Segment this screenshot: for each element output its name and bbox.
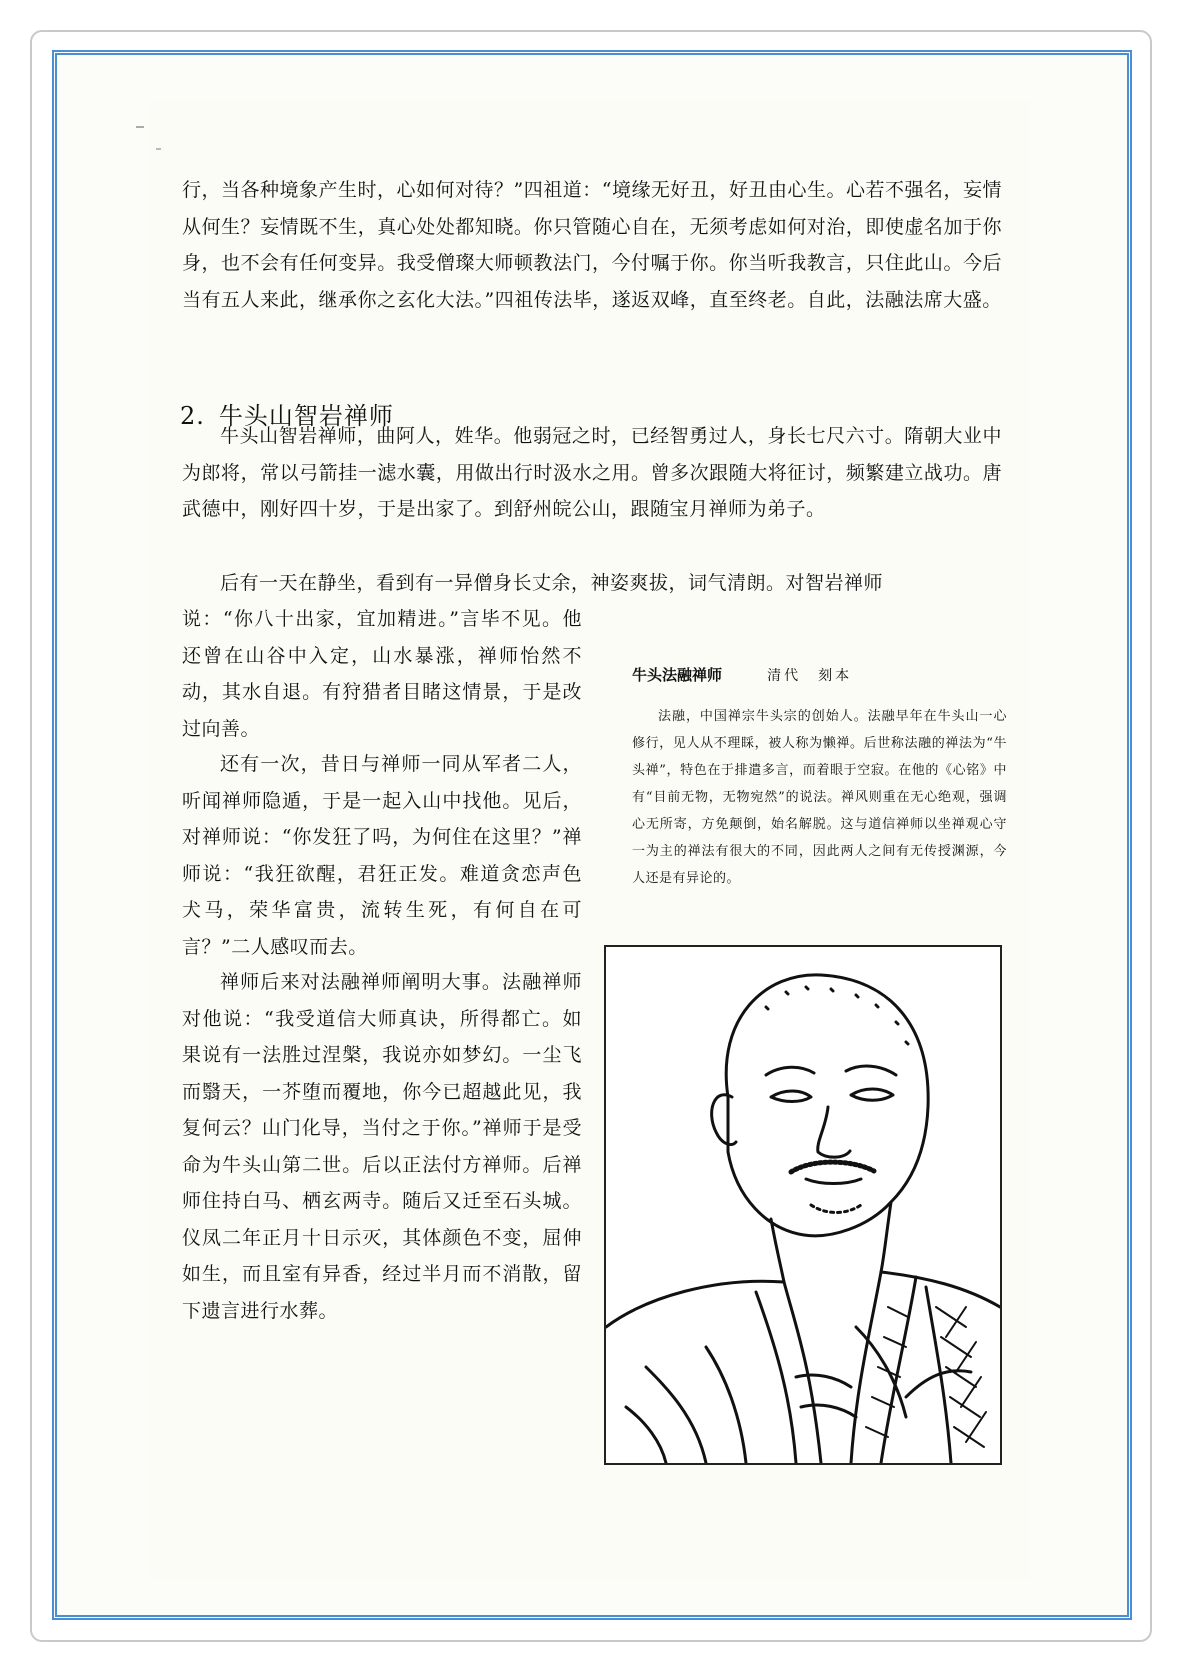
figure-caption xyxy=(632,664,1007,892)
caption-title: 牛头法融禅师 xyxy=(632,666,723,684)
column-paragraph-block xyxy=(182,601,582,747)
column-paragraph-block xyxy=(182,964,582,1329)
scan-speck xyxy=(136,126,144,128)
section-number: 2. xyxy=(180,402,205,430)
caption-body: 法融，中国禅宗牛头宗的创始人。法融早年在牛头山一心修行，见人从不理睬，被人称为懒禅。后世称法融的禅法为“牛头禅”，特色在于排遣多言，而着眼于空寂。在他的《心铭》中有“目前无物，无物宛然”的说法。禅风则重在无心绝观，强调心无所寄，方免颠倒，始名解脱。这与道信禅师以坐禅观心守一为主的禅法有很大的不同，因此两人之间有无传授渊源，今人还是有异论的。 xyxy=(632,709,1007,886)
section-title: 牛头山智岩禅师 xyxy=(218,402,394,430)
paragraph: 后有一天在静坐，看到有一异僧身长丈余，神姿爽拔，词气清朗。对智岩禅师 xyxy=(220,572,884,594)
intro-paragraph xyxy=(182,172,1002,318)
paragraph: 禅师后来对法融禅师阐明大事。法融禅师对他说：“我受道信大师真诀，所得都亡。如果说有一法胜过涅槃，我说亦如梦幻。一尘飞而翳天，一芥堕而覆地，你今已超越此见，我复何云？山门化导，当付之于你。”禅师于是受命为牛头山第二世。后以正法付方禅师。后禅师住持白马、栖玄两寺。随后又迁至石头城。仪凤二年正月十日示灭，其体颜色不变，屈伸如生，而且室有异香，经过半月而不消散，留下遗言进行水葬。 xyxy=(182,971,582,1322)
paragraph: 还有一次，昔日与禅师一同从军者二人，听闻禅师隐遁，于是一起入山中找他。见后，对禅师说：“你发狂了吗，为何住在这里？”禅师说：“我狂欲醒，君狂正发。难道贪恋声色犬马，荣华富贵，流转生死，有何自在可言？”二人感叹而去。 xyxy=(182,753,582,958)
column-paragraph-block xyxy=(182,746,582,965)
paragraph: 说：“你八十出家，宜加精进。”言毕不见。他还曾在山谷中入定，山水暴涨，禅师怡然不动，其水自退。有狩猎者目睹这情景，于是改过向善。 xyxy=(182,608,582,740)
paragraph: 行，当各种境象产生时，心如何对待？”四祖道：“境缘无好丑，好丑由心生。心若不强名，妄情从何生？妄情既不生，真心处处都知晓。你只管随心自在，无须考虑如何对治，即使虚名加于你身，也不会有任何变异。我受僧璨大师顿教法门，今付嘱于你。你当听我教言，只住此山。今后当有五人来此，继承你之玄化大法。”四祖传法毕，遂返双峰，直至终老。自此，法融法席大盛。 xyxy=(182,179,1002,311)
paragraph-block xyxy=(182,418,1002,528)
paragraph: 牛头山智岩禅师，曲阿人，姓华。他弱冠之时，已经智勇过人，身长七尺六寸。隋朝大业中为郎将，常以弓箭挂一滤水囊，用做出行时汲水之用。曾多次跟随大将征讨，频繁建立战功。唐武德中，刚好四十岁，于是出家了。到舒州皖公山，跟随宝月禅师为弟子。 xyxy=(182,425,1002,520)
scan-speck xyxy=(156,148,161,150)
caption-meta: 清代 刻本 xyxy=(767,668,853,684)
paragraph-block xyxy=(182,565,1002,602)
monk-portrait-image xyxy=(604,945,1002,1465)
